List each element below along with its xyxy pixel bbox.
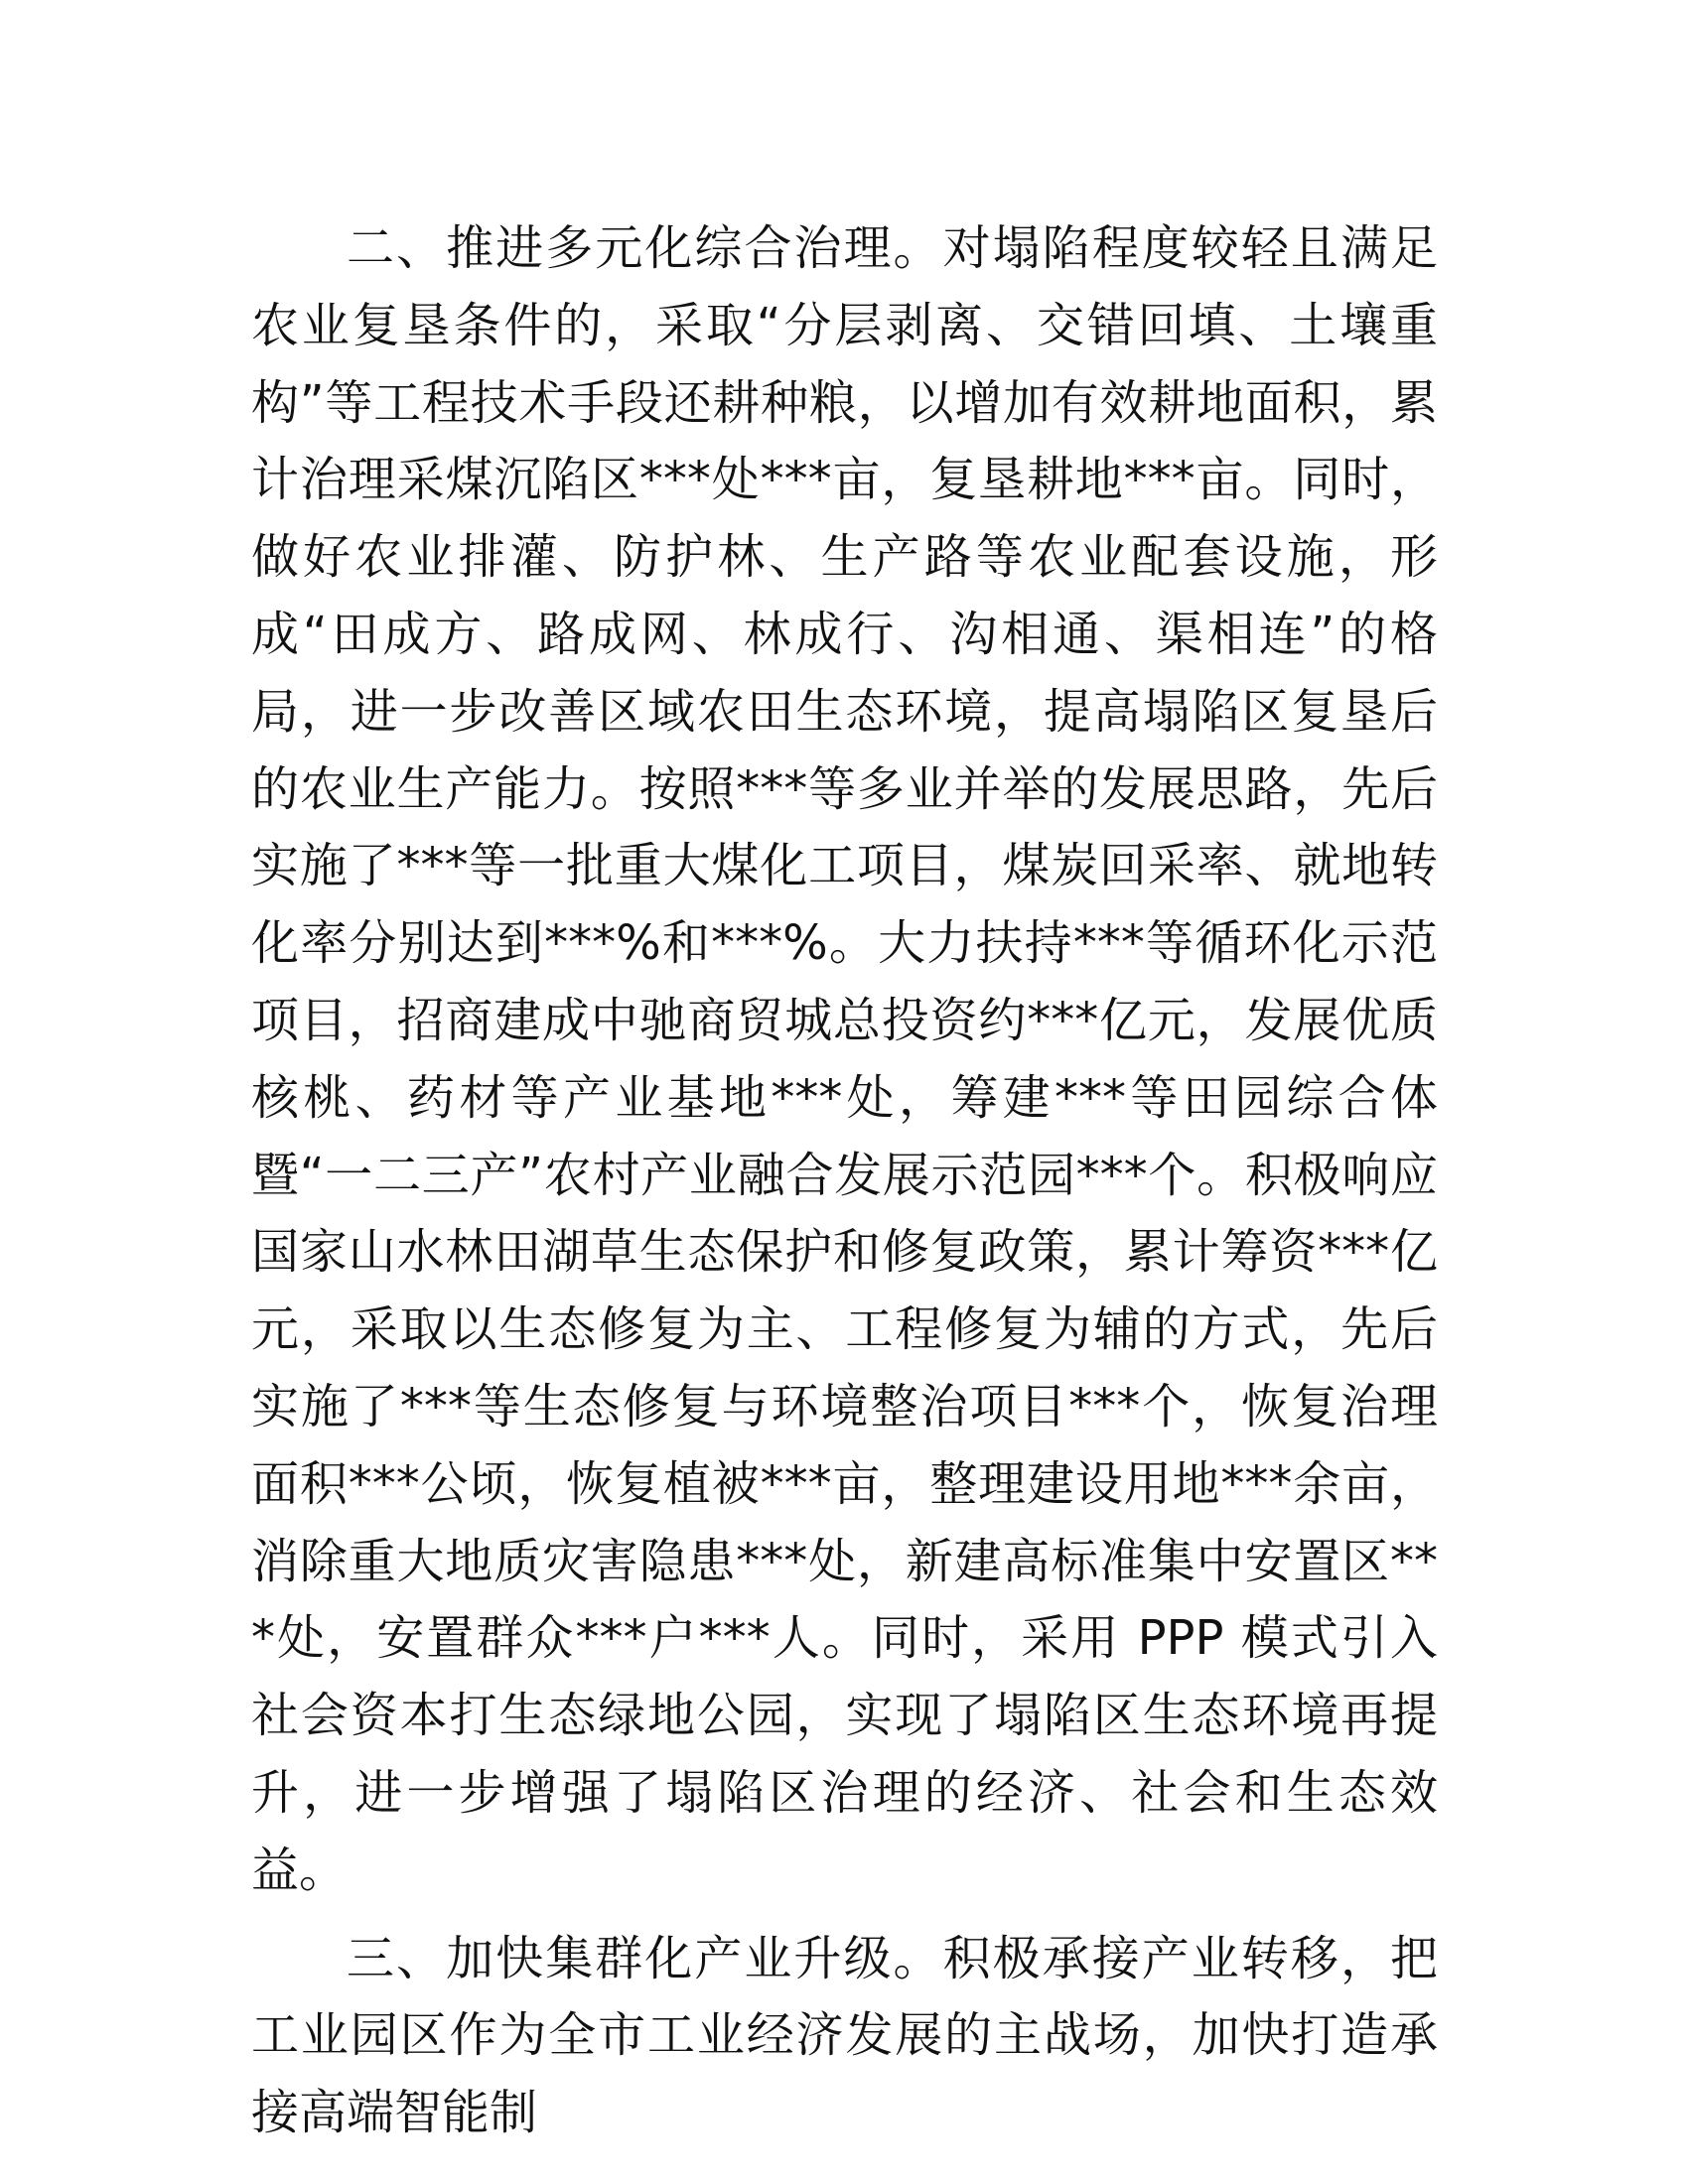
document-body [251, 210, 1438, 2152]
paragraph-comprehensive-governance: 二、推进多元化综合治理。对塌陷程度较轻且满足农业复垦条件的，采取“分层剥离、交错回填、土壤重构”等工程技术手段还耕种粮，以增加有效耕地面积，累计治理采煤沉陷区***处***亩，复垦耕地***亩。同时，做好农业排灌、防护林、生产路等农业配套设施，形成“田成方、路成网、林成行、沟相通、渠相连”的格局，进一步改善区域农田生态环境，提高塌陷区复垦后的农业生产能力。按照***等多业并举的发展思路，先后实施了***等一批重大煤化工项目，煤炭回采率、就地转化率分别达到***%和***%。大力扶持***等循环化示范项目，招商建成中驰商贸城总投资约***亿元，发展优质核桃、药材等产业基地***处，筹建***等田园综合体暨“一二三产”农村产业融合发展示范园***个。积极响应国家山水林田湖草生态保护和修复政策，累计筹资***亿元，采取以生态修复为主、工程修复为辅的方式，先后实施了***等生态修复与环境整治项目***个，恢复治理面积***公顷，恢复植被***亩，整理建设用地***余亩，消除重大地质灾害隐患***处，新建高标准集中安置区***处，安置群众***户***人。同时，采用 PPP 模式引入社会资本打生态绿地公园，实现了塌陷区生态环境再提升，进一步增强了塌陷区治理的经济、社会和生态效益。 [251, 220, 1438, 1898]
paragraph-industrial-upgrade: 三、加快集群化产业升级。积极承接产业转移，把工业园区作为全市工业经济发展的主战场，加快打造承接高端智能制 [251, 1930, 1438, 2141]
